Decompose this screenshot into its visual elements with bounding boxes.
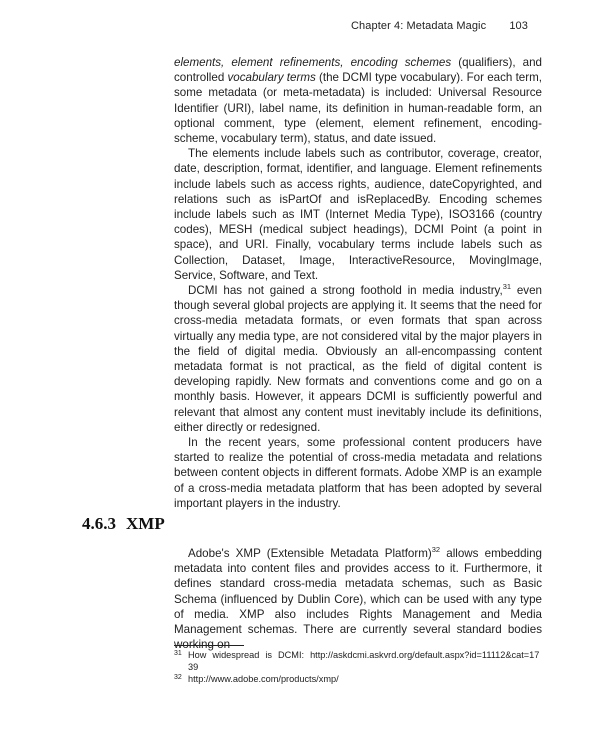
footnote-link[interactable]: http://askdcmi.askvrd.org/default.aspx?id=11112&cat=1739 <box>188 650 540 673</box>
paragraph-dcmi-foothold <box>174 283 542 435</box>
footnote-ref-32[interactable]: 32 <box>431 545 441 555</box>
footnote-word: DCMI: <box>278 650 305 660</box>
footnote-31 <box>174 649 542 673</box>
text-run: (qualifiers), and controlled <box>174 56 542 85</box>
paragraph-elements: The elements include labels such as contributor, coverage, creator, date, description, format, identifier, and language. Element refinements include labels such as access rights, audience, dateCopyrighted, and relations such as isPartOf and isReplacedBy. Encoding schemes include labels such as IMT (Internet Media Type), ISO3166 (country codes), MESH (medical subject headings), DCMI Point (a point in space), and URI. Finally, vocabulary terms include labels such as Collection, Dataset, Image, InteractiveResource, MovingImage, Service, Software, and Text. <box>174 147 542 282</box>
running-header <box>351 20 528 32</box>
italic-term-elements: elements, element refinements, encoding schemes <box>174 56 452 69</box>
body-text-top <box>174 55 542 511</box>
section-heading <box>82 514 165 534</box>
footnote-ref-31[interactable]: 31 <box>502 282 512 292</box>
italic-term-vocabulary: vocabulary terms <box>227 71 316 85</box>
text-run: even though several global projects are applying it. It seems that the need for cross-media metadata formats, or even formats that span across virtually any media type, are not considered vital by the major players in the field of digital media. Obviously an all-encompassing content metadata format is not practical, as the field of digital content is developing rapidly. New formats and conventions come and go on a monthly basis. However, it appears DCMI is sufficiently powerful and relevant that almost any content must inevitably include its definitions, either directly or redesigned. <box>174 284 542 434</box>
paragraph-continued <box>174 55 542 146</box>
text-run: allows embedding metadata into content files and provides access to it. Furthermore, it defines standard cross-media metadata schemas, such as Basic Schema (influenced by Dublin Core), which can be used with any type of media. XMP also includes Rights Management and Media Management schemas. There are currently several standard bodies working on <box>174 547 542 652</box>
footnote-word: How <box>188 650 207 660</box>
running-title: Chapter 4: Metadata Magic <box>351 20 487 32</box>
text-run: Adobe's XMP (Extensible Metadata Platform) <box>188 547 432 560</box>
footnote-mark: 32 <box>174 674 182 682</box>
section-title: XMP <box>126 514 165 533</box>
footnote-mark: 31 <box>174 650 182 657</box>
footnote-32 <box>174 673 542 685</box>
footnote-word: widespread <box>212 650 260 660</box>
text-run: (the DCMI type vocabulary). For each term, some metadata (or meta-metadata) is included: Universal Resource Identifier (URI), label name, its definition in human-readable form, an optional comment, type (element, element refinement, encoding-scheme, vocabulary term), status, and date issued. <box>174 71 542 146</box>
body-text-xmp <box>174 546 542 652</box>
paragraph-recent-years: In the recent years, some professional content producers have started to realize the potential of cross-media metadata and relations between content objects in different formats. Adobe XMP is an example of a cross-media metadata platform that has been adopted by several important players in the industry. <box>174 436 542 510</box>
text-run: DCMI has not gained a strong foothold in media industry, <box>188 284 503 298</box>
paragraph-xmp <box>174 546 542 652</box>
section-number: 4.6.3 <box>82 514 116 533</box>
footnote-body <box>188 649 542 673</box>
footnote-word: is <box>265 650 273 660</box>
footnote-divider <box>174 645 244 646</box>
footnotes <box>174 649 542 686</box>
page-number: 103 <box>509 20 528 32</box>
footnote-link[interactable]: http://www.adobe.com/products/xmp/ <box>188 674 339 685</box>
footnote-body <box>188 673 542 685</box>
